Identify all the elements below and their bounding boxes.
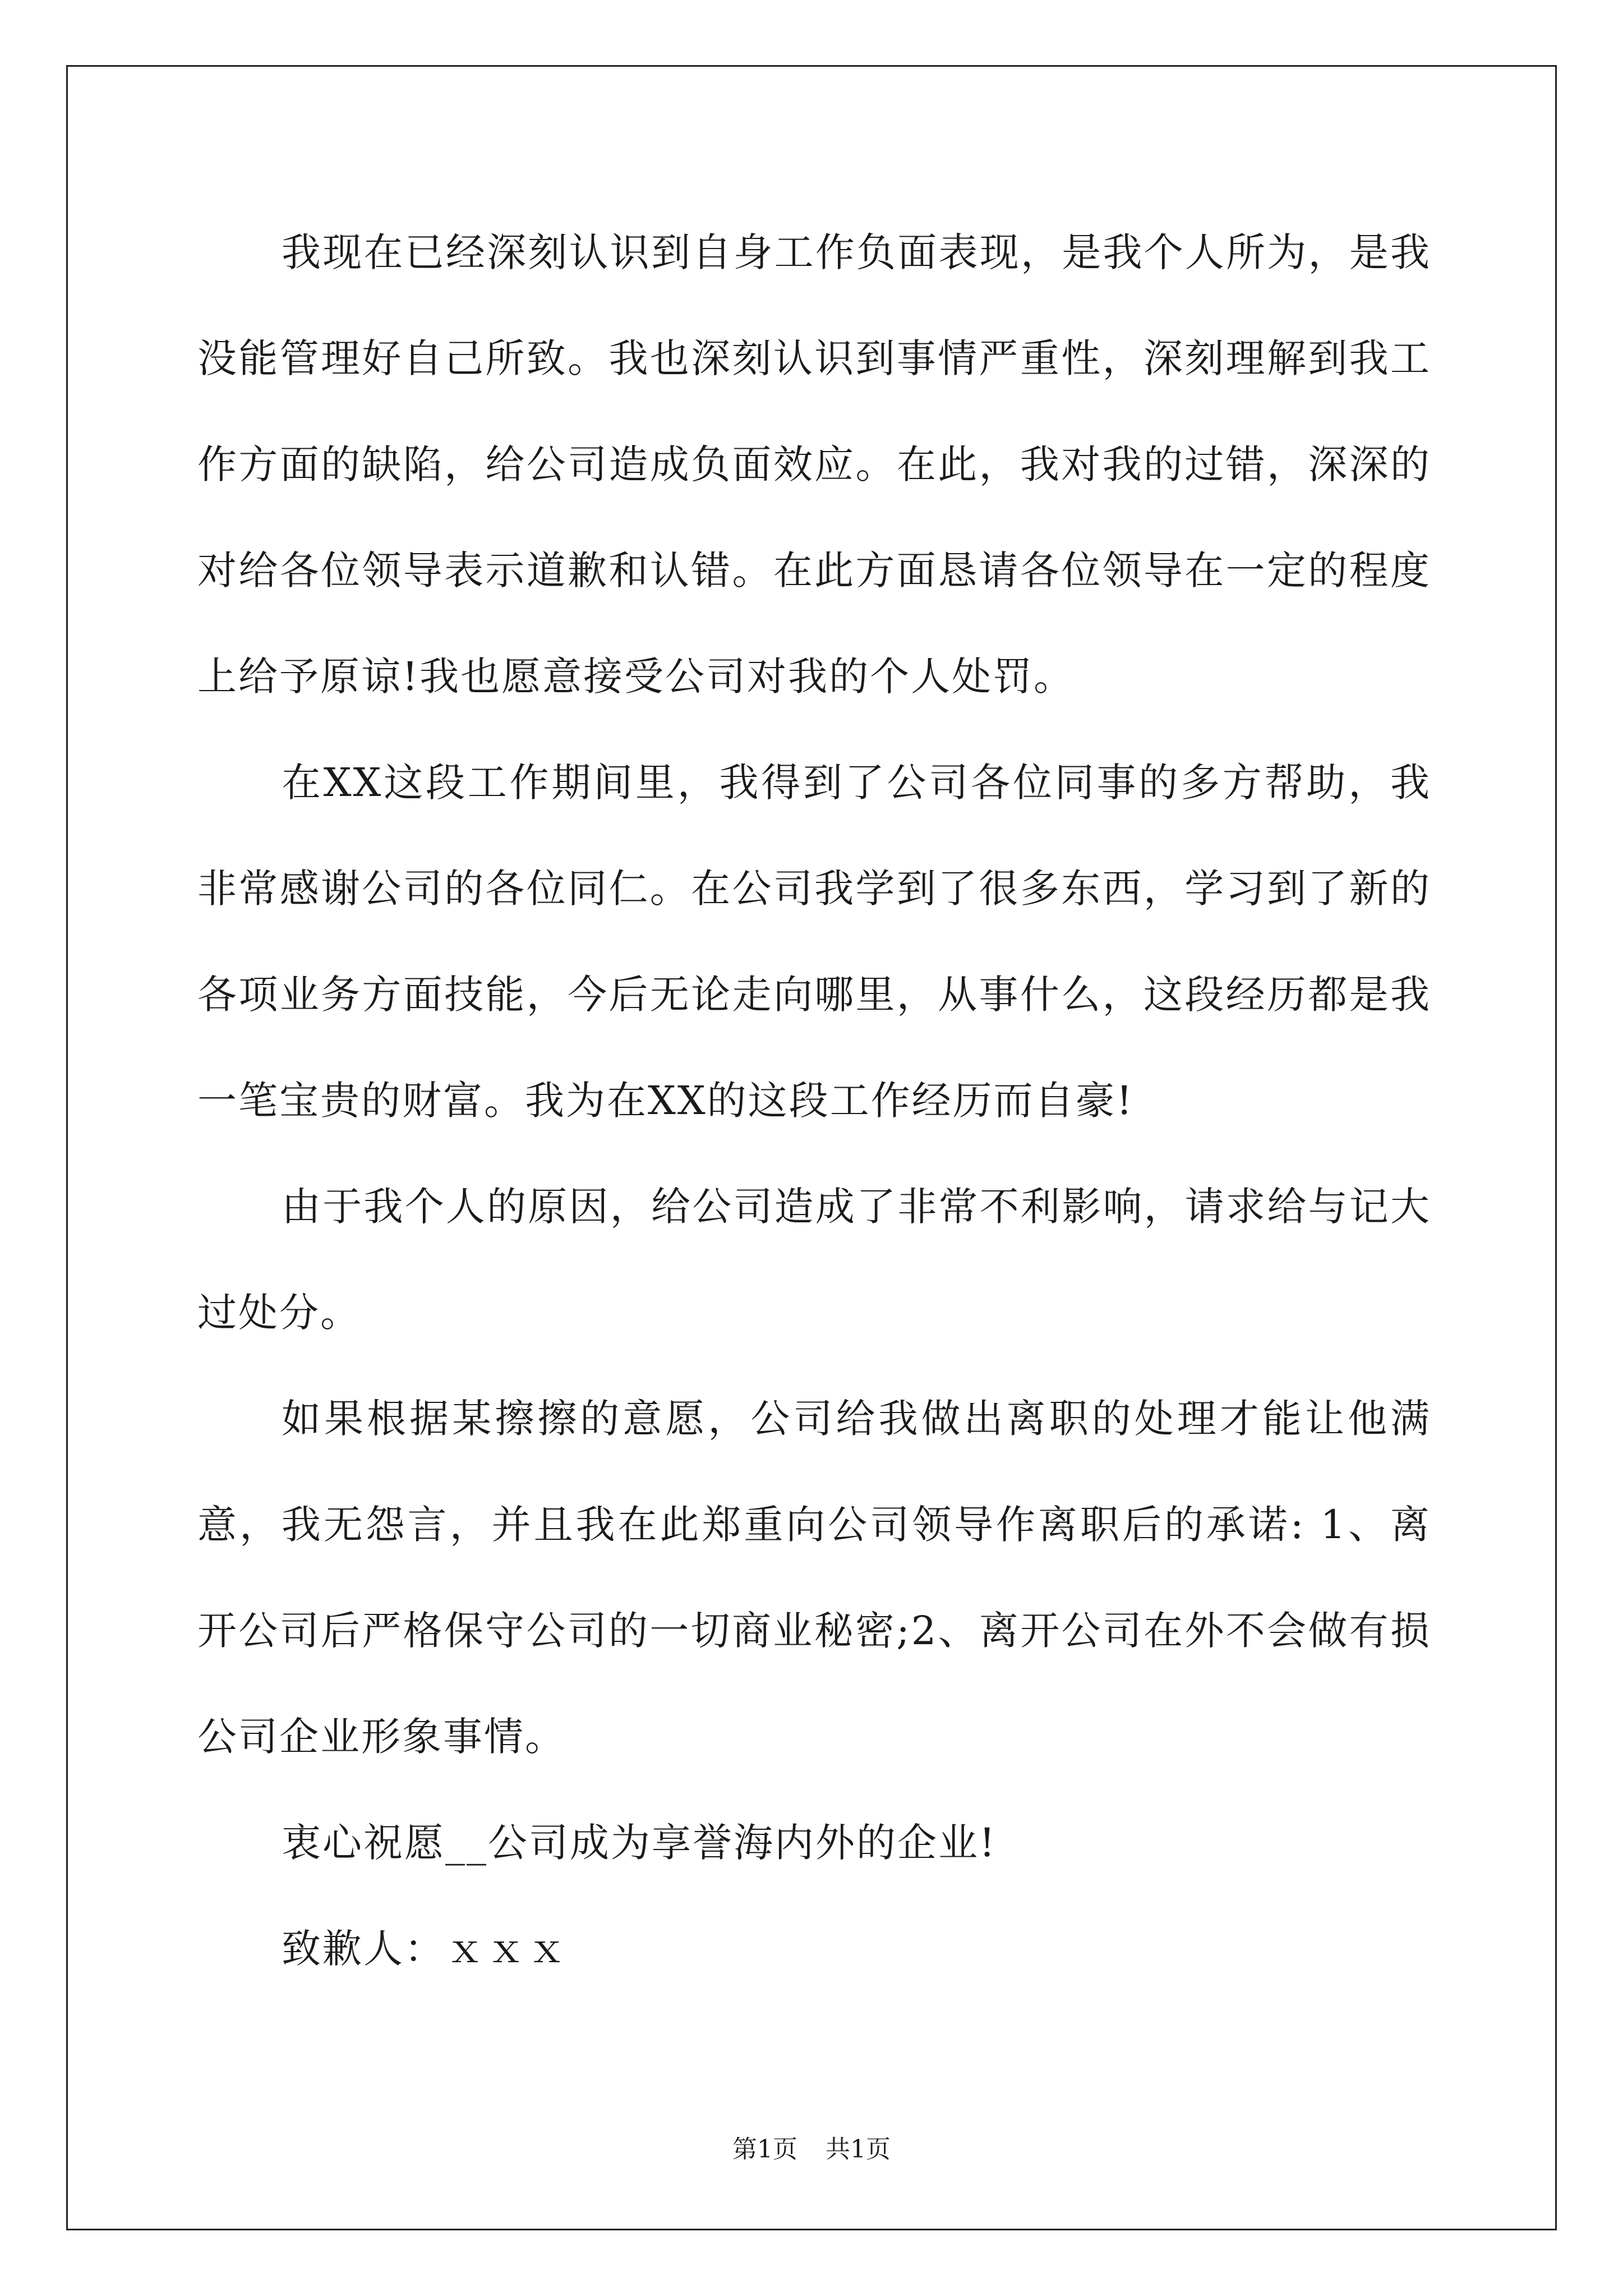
page-footer bbox=[0, 2129, 1623, 2165]
signature: 致歉人：ｘｘｘ bbox=[282, 1926, 568, 1972]
paragraph-gratitude: 在XX这段工作期间里，我得到了公司各位同事的多方帮助，我非常感谢公司的各位同仁。在公司我学到了很多东西，学习到了新的各项业务方面技能，今后无论走向哪里，从事什么，这段经历都是我一笔宝贵的财富。我为在XX的这段工作经历而自豪! bbox=[197, 760, 1431, 1124]
paragraph-apology: 我现在已经深刻认识到自身工作负面表现，是我个人所为，是我没能管理好自己所致。我也深刻认识到事情严重性，深刻理解到我工作方面的缺陷，给公司造成负面效应。在此，我对我的过错，深深的对给各位领导表示道歉和认错。在此方面恳请各位领导在一定的程度上给予原谅!我也愿意接受公司对我的个人处罚。 bbox=[197, 229, 1431, 700]
page-number-current: 第1页 bbox=[732, 2135, 797, 2164]
paragraph-request: 由于我个人的原因，给公司造成了非常不利影响，请求给与记大过处分。 bbox=[197, 1184, 1431, 1336]
closing-wish: 衷心祝愿__公司成为享誉海内外的企业! bbox=[282, 1820, 997, 1866]
document-body bbox=[197, 200, 1431, 2002]
paragraph-commitment: 如果根据某擦擦的意愿，公司给我做出离职的处理才能让他满意，我无怨言，并且我在此郑重向公司领导作离职后的承诺: 1、离开公司后严格保守公司的一切商业秘密;2、离开公司在外不会做有损公司企业形象事情。 bbox=[197, 1396, 1431, 1760]
page-number-total: 共1页 bbox=[826, 2135, 891, 2164]
